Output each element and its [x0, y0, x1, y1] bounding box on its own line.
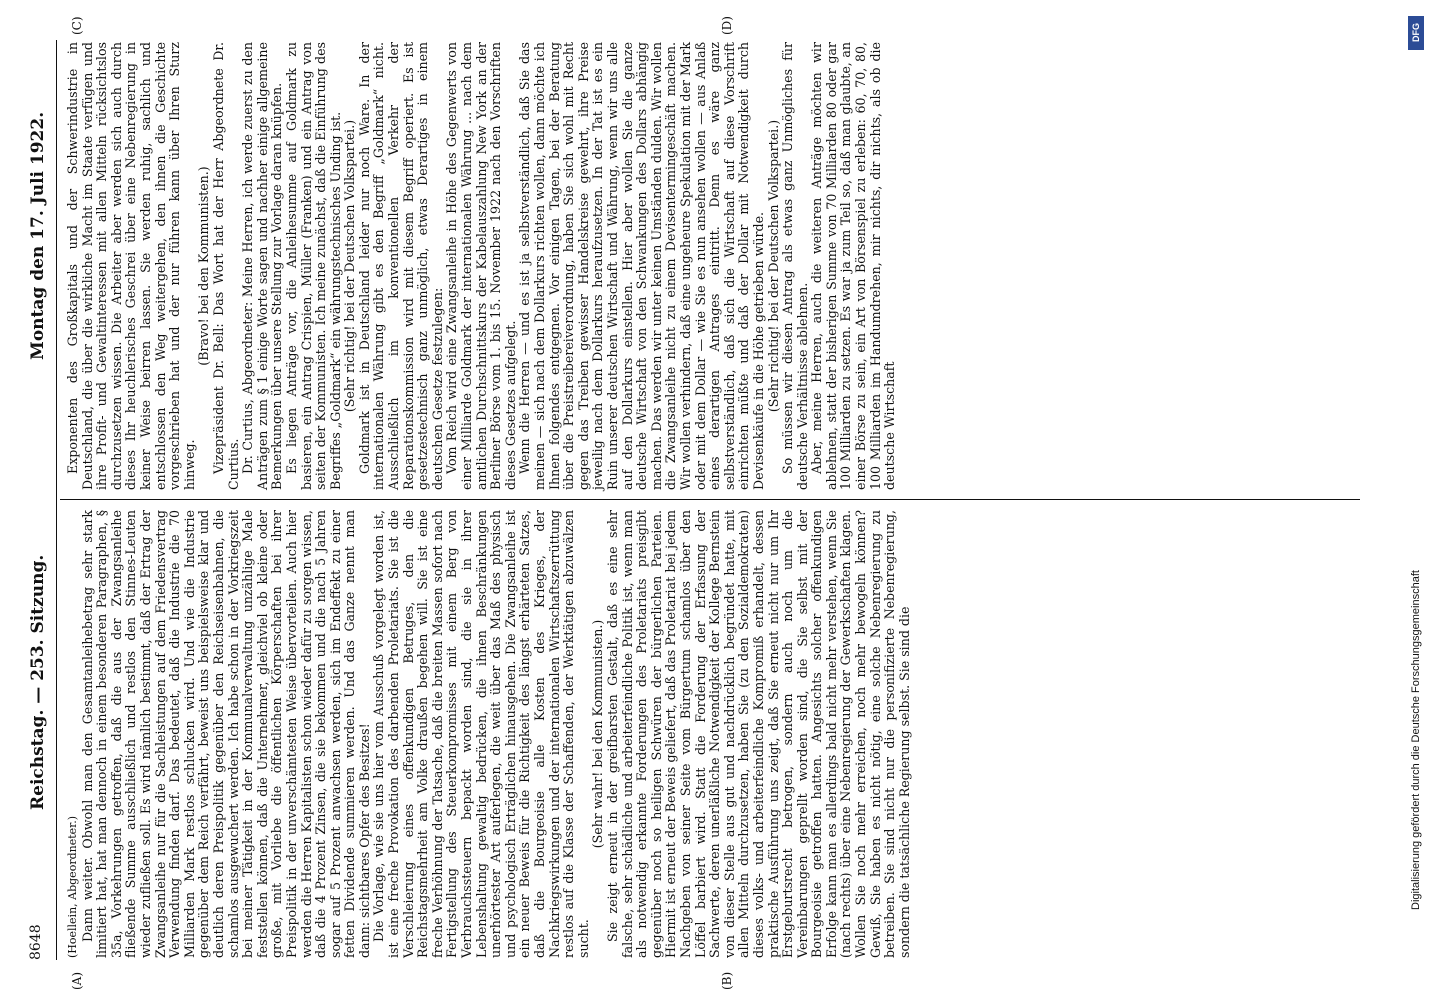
- right-applause-3: (Sehr richtig! bei der Deutschen Volkspartei.): [765, 119, 781, 413]
- right-paragraph-3: Dr. Curtius, Abgeordneter: Meine Herren, ich werde zuerst zu den Anträgen zum § 1 einige Worte sagen und nachher einige allgemeine Bemerkungen über unsere Stellung zur Vorlage daran knüpfen.: [240, 42, 285, 490]
- right-applause-2: (Sehr richtig! bei der Deutschen Volkspartei.): [342, 119, 358, 413]
- right-title: Montag den 17. Juli 1922.: [28, 111, 48, 360]
- left-title: Reichstag. — 253. Sitzung.: [28, 554, 48, 810]
- page-number: 8648: [28, 924, 44, 960]
- dfg-logo: DFG: [1408, 16, 1424, 50]
- header-rule: [56, 40, 57, 960]
- left-paragraph-3: Sie zeigt erneut in der greifbarsten Gestalt, daß es eine sehr falsche, sehr schädliche und arbeiterfeindliche Politik ist, wenn man als notwendig erkannte Forderungen des Proletariats preisgibt gegenüber noch so heiligen Schwüren der bürgerlichen Parteien. Hiermit ist erneut der Beweis geliefert, daß das Proletariat bei jedem Nachgeben von seiner Seite vom Bürgertum schamlos über den Löffel barbiert wird. Statt die Forderung der Erfassung der Sachwerte, deren unerläßliche Notwendigkeit der Kollege Bernstein von dieser Stelle aus gut und nachdrücklich begründet hatte, mit allen Mitteln durchzusetzen, haben Sie (zu den Sozialdemokraten) dieses volks- und arbeiterfeindliche Kompromiß erhandelt, dessen praktische Ausführung uns zeigt, daß Sie erneut nicht nur um Ihr Erstgeburtsrecht betrogen, sondern auch noch um die Vereinbarungen geprellt worden sind, die Sie selbst mit der Bourgeoisie getroffen hatten. Angesichts solcher offenkundigen Erfolge kann man es allerdings bald nicht mehr verstehen, wenn Sie (nach rechts) über eine Nebenregierung der Gewerkschaften klagen. Wollen Sie noch mehr erreichen, noch mehr bewogeln können? Gewiß, Sie haben es nicht nötig, eine solche Nebenregierung zu betreiben. Sie sind nicht nur die personifizierte Nebenregierung, sondern die tatsächliche Regierung selbst. Sie sind die: [604, 510, 912, 958]
- column-divider: [60, 499, 1360, 500]
- right-paragraph-8: Aber, meine Herren, auch die weiteren Anträge möchten wir ablehnen, statt der bisherigen Summe von 70 Milliarden 80 oder gar 100 Milliarden zu setzen. Es war ja zum Teil so, daß man glaubte, an einer Börse zu sein, ein Art von Börsenspiel zu erleben: 60, 70, 80, 100 Milliarden im Handumdrehen, mir nichts, dir nichts, als ob die deutsche Wirtschaft: [809, 42, 898, 490]
- left-applause: (Sehr wahr! bei den Kommunisten.): [590, 619, 606, 849]
- right-paragraph-4: Es liegen Anträge vor, die Anleihesumme auf Goldmark zu basieren, ein Antrag Crispien, Müller (Franken) und ein Antrag von seiten der Kommunisten. Ich meine zunächst, daß die Einführung des Begriffes „Goldmark“ ein währungstechnisches Unding ist.: [283, 42, 343, 490]
- right-paragraph-7: So müssen wir diesen Antrag als etwas ganz Unmögliches für deutsche Verhältnisse ablehnen.: [780, 42, 810, 490]
- left-paragraph-2: Die Vorlage, wie sie uns hier vom Ausschuß vorgelegt worden ist, ist eine freche Provokation des darbenden Proletariats. Sie ist die Verschleierung eines offenkundigen Betruges, den die Reichstagsmehrheit am Volke draußen begehen will. Sie ist eine freche Verhöhnung der Tatsache, daß die breiten Massen sofort nach Fertigstellung des Steuerkompromisses mit einem Berg von Verbrauchssteuern bepackt worden sind, die sie in ihrer Lebenshaltung gewaltig bedrücken, die ihnen Beschränkungen unerhörtester Art auferlegen, die weit über das Maß des physisch und psychologisch Erträglichen hinausgehen. Die Zwangsanleihe ist ein neuer Beweis für die Richtigkeit des längst erhärteten Satzes, daß die Bourgeoisie alle Kosten des Krieges, der Nachkriegswirkungen und der internationalen Wirtschaftszerrüttung restlos auf die Klasse der Schaffenden, der Werktätigen abzuwälzen sucht.: [371, 510, 591, 958]
- marker-b: (B): [720, 971, 734, 990]
- right-paragraph-1: Exponenten des Großkapitals und der Schwerindustrie in Deutschland, die über die wirkliche Macht im Staate verfügen und ihre Profit- und Gewaltinteressen mit allen Mitteln rücksichtslos durchzusetzen wissen. Die Arbeiter aber werden sich auch durch dieses Ihr heuchlerisches Geschrei über eine Nebenregierung in keiner Weise beirren lassen. Sie werden ruhig, sachlich und entschlossen den Weg weitergehen, den ihnen die Geschichte vorgeschrieben hat und der nur führen kann über Ihren Sturz hinweg.: [65, 42, 197, 490]
- right-applause-1: (Bravo! bei den Kommunisten.): [196, 166, 212, 366]
- right-paragraph-6: Wenn die Herren — und es ist ja selbstverständlich, daß Sie das meinen — sich nach dem Dollarkurs richten wollen, dann möchte ich Ihnen folgendes entgegnen. Vor einigen Tagen, bei der Beratung über die Preistreibereiverordnung, haben Sie sich wohl mit Recht gegen das Treiben gewisser Handelskreise gewehrt, ihre Preise jeweilig nach dem Dollarkurs heraufzusetzen. In der Tat ist es ein Ruin unserer deutschen Wirtschaft und Währung, wenn wir uns alle auf den Dollarkurs einstellen. Hier aber wollen Sie die ganze deutsche Wirtschaft von den Schwankungen des Dollars abhängig machen. Das werden wir unter keinen Umständen dulden. Wir wollen die Zwangsanleihe nicht zu einem Devisentermingeschäft machen. Wir wollen verhindern, daß eine ungeheure Spekulation mit der Mark oder mit dem Dollar — wie Sie es nun ansehen wollen — aus Anlaß eines derartigen Antrages eintritt. Denn es wäre ganz selbstverständlich, daß sich die Wirtschaft auf diese Vorschrift einrichten müßte und daß der Dollar mit Notwendigkeit durch Devisenkäufe in die Höhe getrieben würde.: [517, 41, 766, 490]
- right-column: [66, 42, 898, 490]
- right-quote: Vom Reich wird eine Zwangsanleihe in Höhe des Gegenwerts von einer Milliarde Goldmark der internationalen Währung ... nach dem amtlichen Durchschnittskurs der Kabelauszahlung New York an der Berliner Börse vom 1. bis 15. November 1922 nach den Vorschriften dieses Gesetzes aufgelegt.: [444, 42, 518, 490]
- speaker-line: (Hoellein, Abgeordneter.): [66, 816, 79, 958]
- digitization-sidebar: [1410, 10, 1428, 990]
- right-paragraph-2: Vizepräsident Dr. Bell: Das Wort hat der Herr Abgeordnete Dr. Curtius.: [210, 42, 241, 490]
- digitization-note: Digitalisierung gefördert durch die Deutsche Forschungsgemeinschaft: [1410, 570, 1422, 910]
- page-header: [28, 40, 54, 960]
- left-column: [66, 510, 912, 958]
- right-paragraph-5: Goldmark ist in Deutschland leider nur noch Ware. In der internationalen Währung gibt es den Begriff „Goldmark“ nicht. Ausschließlich im konventionellen Verkehr der Reparationskommission wird mit diesem Begriff operiert. Es ist gesetzestechnisch ganz unmöglich, etwas Derartiges in einem deutschen Gesetze festzulegen:: [356, 42, 445, 490]
- marker-c: (C): [70, 16, 84, 35]
- left-paragraph-1: Dann weiter. Obwohl man den Gesamtanleihebetrag sehr stark limitiert hat, hat man dennoch in einem besonderen Paragraphen, § 35a, Vorkehrungen getroffen, daß die aus der Zwangsanleihe fließende Summe ausschließlich und restlos den Stinnes-Leuten wieder zufließen soll. Es wird nämlich bestimmt, daß der Ertrag der Zwangsanleihe nur für die Sachleistungen auf dem Friedensvertrag Verwendung finden darf. Das bedeutet, daß die Industrie die 70 Milliarden Mark restlos schlucken wird. Und wie die Industrie gegenüber dem Reich verfährt, beweist uns beispielsweise klar und deutlich deren Preispolitik gegenüber den Reichseisenbahnen, die schamlos ausgewuchert werden. Ich habe schon in der Vorkriegszeit bei meiner Tätigkeit in der Kommunalverwaltung unzählige Male feststellen können, daß die Unternehmer, gleichviel ob kleine oder große, mit Vorliebe die öffentlichen Körperschaften bei ihrer Preispolitik in der unverschämtesten Weise übervorteilen. Auch hier werden die Herren Kapitalisten schon wieder dafür zu sorgen wissen, daß die 4 Prozent Zinsen, die sie bekommen und die nach 5 Jahren sogar auf 5 Prozent anwachsen werden, sich im Endeffekt zu einer fetten Dividende summieren werden. Und das Ganze nennt man dann: sichtbares Opfer des Besitzes!: [79, 510, 372, 958]
- marker-a: (A): [70, 971, 84, 990]
- marker-d: (D): [720, 16, 734, 35]
